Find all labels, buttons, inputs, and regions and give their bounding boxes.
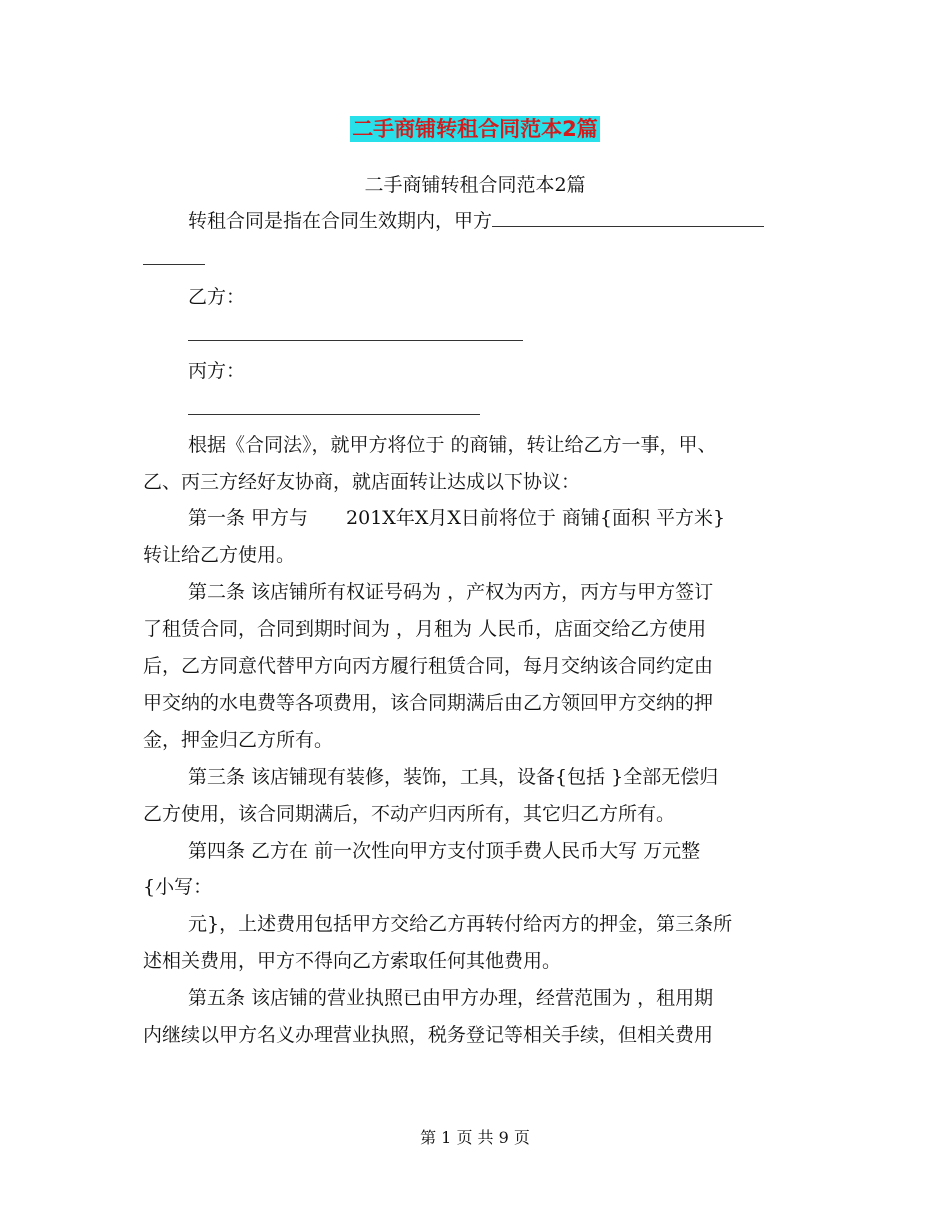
fill-blank [492, 210, 764, 227]
paragraph-line: 述相关费用，甲方不得向乙方索取任何其他费用。 [143, 950, 562, 972]
paragraph-line: 第三条 该店铺现有装修，装饰，工具，设备{包括 }全部无偿归 [188, 766, 719, 788]
paragraph-line: 内继续以甲方名义办理营业执照，税务登记等相关手续，但相关费用 [143, 1024, 714, 1046]
paragraph-line: 丙方： [188, 360, 246, 382]
paragraph-line: 了租赁合同，合同到期时间为 ，月租为 人民币，店面交给乙方使用 [143, 618, 707, 640]
paragraph-line: {小写： [143, 876, 213, 898]
paragraph-line: 第一条 甲方与 201X年X月X日前将位于 商铺{面积 平方米} [188, 507, 726, 529]
paragraph-line: 后，乙方同意代替甲方向丙方履行租赁合同，每月交纳该合同约定由 [143, 655, 714, 677]
paragraph-line: 第五条 该店铺的营业执照已由甲方办理，经营范围为 ，租用期 [188, 987, 714, 1009]
paragraph-line: 甲交纳的水电费等各项费用，该合同期满后由乙方领回甲方交纳的押 [143, 692, 714, 714]
document-subtitle: 二手商铺转租合同范本2篇 [364, 174, 586, 196]
page-footer: 第 1 页 共 9 页 [420, 1128, 530, 1147]
paragraph-line: 乙方： [188, 286, 246, 308]
document-heading [0, 114, 950, 146]
fill-blank [188, 414, 480, 415]
fill-blank [188, 340, 523, 341]
paragraph-line: 元}，上述费用包括甲方交给乙方再转付给丙方的押金，第三条所 [188, 913, 733, 935]
paragraph-line: 乙、丙三方经好友协商，就店面转让达成以下协议： [143, 471, 581, 493]
paragraph-line: 金，押金归乙方所有。 [143, 729, 334, 751]
paragraph-line [188, 209, 808, 233]
paragraph-line: 第二条 该店铺所有权证号码为 ，产权为丙方，丙方与甲方签订 [188, 581, 714, 603]
fill-blank-continued [143, 264, 205, 265]
paragraph-line: 乙方使用，该合同期满后，不动产归丙所有，其它归乙方所有。 [143, 803, 676, 825]
paragraph-line: 第四条 乙方在 前一次性向甲方支付顶手费人民币大写 万元整 [188, 840, 701, 862]
line-text: 转租合同是指在合同生效期内，甲方 [188, 210, 493, 232]
heading-text: 二手商铺转租合同范本2篇 [352, 117, 598, 141]
paragraph-line: 根据《合同法》，就甲方将位于 的商铺，转让给乙方一事，甲、 [188, 434, 717, 456]
paragraph-line: 转让给乙方使用。 [143, 544, 296, 566]
